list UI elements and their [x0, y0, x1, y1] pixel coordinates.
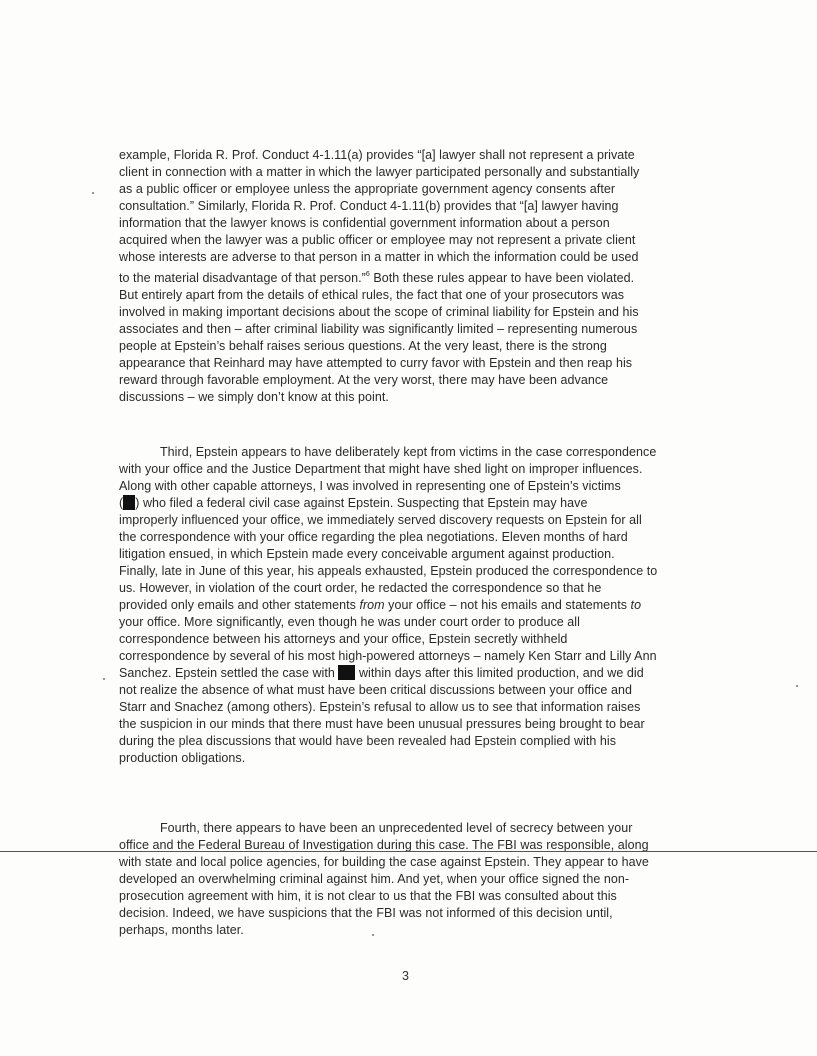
scan-speck — [103, 678, 105, 680]
text-line: your office. More significantly, even though he was under court order to produce all — [119, 615, 580, 629]
text-line: But entirely apart from the details of ethical rules, the fact that one of your prosecutors was — [119, 288, 625, 302]
text-line: whose interests are adverse to that person in a matter in which the information could be used — [119, 250, 639, 264]
text-line: prosecution agreement with him, it is not clear to us that the FBI was consulted about this — [119, 889, 617, 903]
text-line: correspondence between his attorneys and your office, Epstein secretly withheld — [119, 632, 568, 646]
text-line — [119, 495, 719, 512]
text-line: involved in making important decisions about the scope of criminal liability for Epstein and his — [119, 305, 639, 319]
text-segment: within days after this limited production, and we did — [355, 666, 644, 680]
scan-speck — [372, 934, 374, 936]
text-segment: your office – not his emails and statements — [384, 598, 631, 612]
text-segment: to the material disadvantage of that person.” — [119, 271, 366, 285]
text-line — [119, 266, 719, 287]
paragraph-ethics-rules — [119, 147, 719, 406]
text-line — [119, 597, 719, 614]
text-line: example, Florida R. Prof. Conduct 4-1.11(a) provides “[a] lawyer shall not represent a private — [119, 148, 635, 162]
text-line: reward through favorable employment. At the very worst, there may have been advance — [119, 373, 609, 387]
text-segment: Sanchez. Epstein settled the case with — [119, 666, 339, 680]
text-line: discussions – we simply don’t know at this point. — [119, 390, 389, 404]
text-line — [119, 665, 719, 682]
text-line: people at Epstein’s behalf raises serious questions. At the very least, there is the strong — [119, 339, 607, 353]
text-line: developed an overwhelming criminal against him. And yet, when your office signed the non- — [119, 872, 630, 886]
text-line: Finally, late in June of this year, his appeals exhausted, Epstein produced the correspondence to — [119, 564, 658, 578]
text-line: client in connection with a matter in which the lawyer participated personally and substantially — [119, 165, 640, 179]
text-segment: provided only emails and other statements — [119, 598, 360, 612]
paragraph-third-point — [119, 444, 719, 767]
text-line: acquired when the lawyer was a public officer or employee may not represent a private client — [119, 233, 636, 247]
text-line: perhaps, months later. — [119, 923, 244, 937]
scan-speck — [92, 192, 94, 194]
scan-speck — [796, 685, 798, 687]
text-line: consultation.” Similarly, Florida R. Prof. Conduct 4-1.11(b) provides that “[a] lawyer having — [119, 199, 619, 213]
text-line: Fourth, there appears to have been an unprecedented level of secrecy between your — [160, 821, 633, 835]
text-segment: Both these rules appear to have been violated. — [369, 271, 635, 285]
scan-artifact-line — [0, 851, 817, 852]
text-line: Starr and Snachez (among others). Epstein’s refusal to allow us to see that information raises — [119, 700, 641, 714]
text-line: office and the Federal Bureau of Investigation during this case. The FBI was responsible, along — [119, 838, 649, 852]
text-segment: ) who filed a federal civil case against Epstein. Suspecting that Epstein may have — [135, 496, 588, 510]
text-line: appearance that Reinhard may have attempted to curry favor with Epstein and then reap his — [119, 356, 633, 370]
redaction-block — [123, 495, 135, 510]
text-line: Third, Epstein appears to have deliberately kept from victims in the case correspondence — [160, 445, 657, 459]
paragraph-fourth-point — [119, 820, 719, 939]
text-line: with your office and the Justice Department that might have shed light on improper influences. — [119, 462, 643, 476]
text-line: information that the lawyer knows is confidential government information about a person — [119, 216, 610, 230]
text-line: us. However, in violation of the court order, he redacted the correspondence so that he — [119, 581, 602, 595]
text-line: during the plea discussions that would have been revealed had Epstein complied with his — [119, 734, 617, 748]
text-line: not realize the absence of what must have been critical discussions between your office and — [119, 683, 632, 697]
footnote-marker: 6 — [365, 271, 370, 278]
emphasis-text: from — [359, 598, 385, 612]
redaction-block — [338, 665, 355, 680]
text-line: the correspondence with your office regarding the plea negotiations. Eleven months of hard — [119, 530, 628, 544]
text-segment: ( — [119, 496, 124, 510]
text-line: production obligations. — [119, 751, 246, 765]
text-line: litigation ensued, in which Epstein made every conceivable argument against production. — [119, 547, 615, 561]
text-line: the suspicion in our minds that there must have been unusual pressures being brought to bear — [119, 717, 645, 731]
text-line: correspondence by several of his most high-powered attorneys – namely Ken Starr and Lilly Ann — [119, 649, 657, 663]
page-number: 3 — [402, 969, 409, 983]
emphasis-text: to — [630, 598, 642, 612]
text-line: decision. Indeed, we have suspicions that the FBI was not informed of this decision until, — [119, 906, 613, 920]
text-line: with state and local police agencies, for building the case against Epstein. They appear to have — [119, 855, 649, 869]
text-line: improperly influenced your office, we immediately served discovery requests on Epstein for all — [119, 513, 642, 527]
text-line: as a public officer or employee unless the appropriate government agency consents after — [119, 182, 616, 196]
text-line: Along with other capable attorneys, I was involved in representing one of Epstein’s victims — [119, 479, 621, 493]
text-line: associates and then – after criminal liability was significantly limited – representing numerous — [119, 322, 638, 336]
